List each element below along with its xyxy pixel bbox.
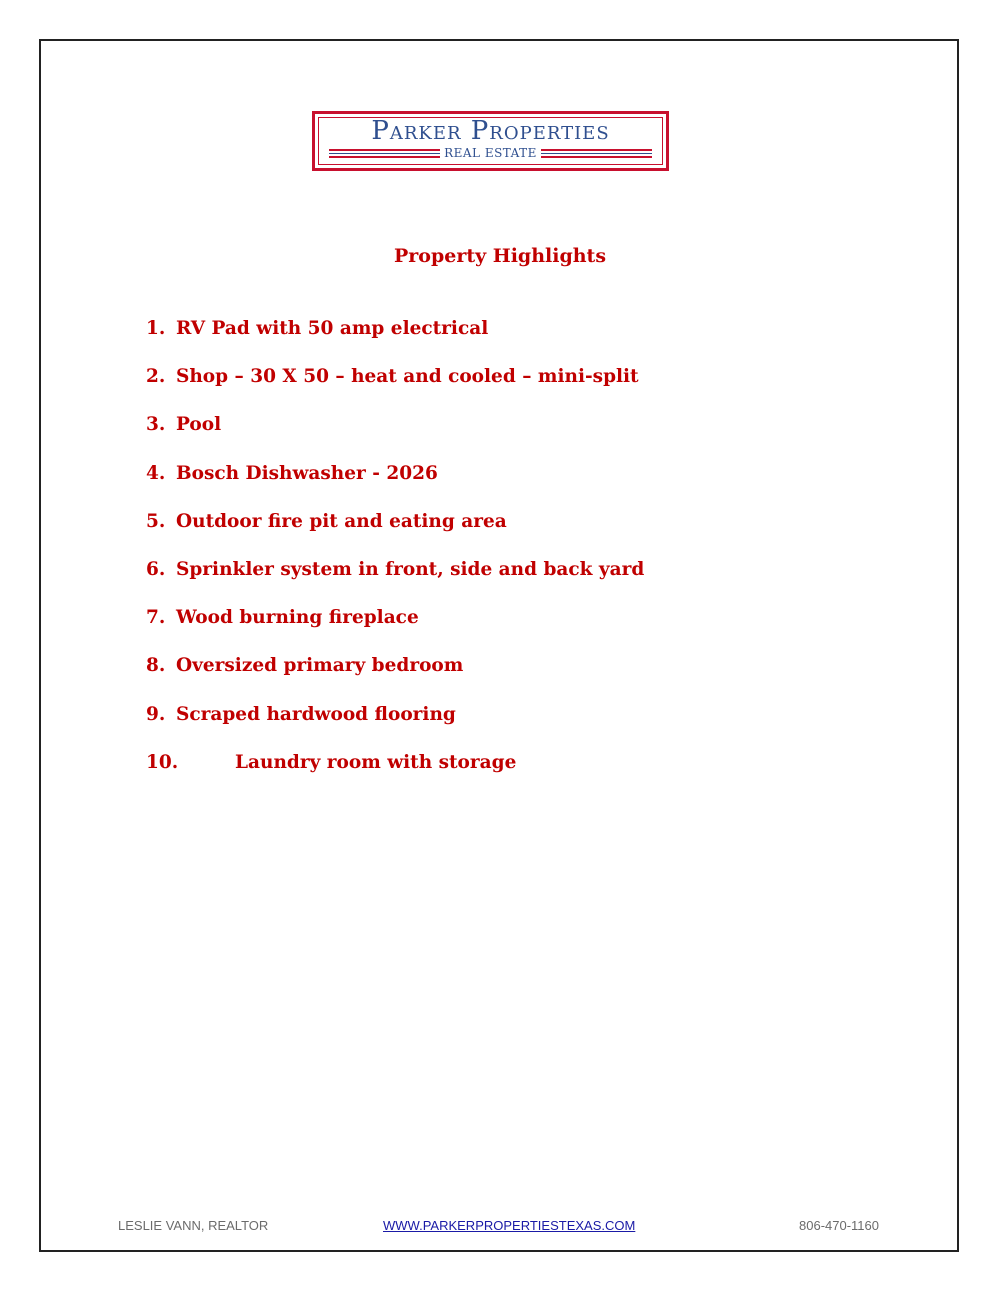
list-item [146,412,644,460]
list-item-text: Laundry room with storage [235,751,517,773]
list-item-text: Oversized primary bedroom [176,655,464,677]
list-item-text: Shop – 30 X 50 – heat and cooled – mini-split [176,366,639,388]
list-item [146,364,644,412]
list-item-text: Outdoor fire pit and eating area [176,510,507,532]
list-item [146,653,644,701]
list-item-number: 9. [146,703,166,725]
list-item-text: Scraped hardwood flooring [176,703,456,725]
parker-properties-logo [312,111,669,171]
list-item [146,605,644,653]
list-item-number: 6. [146,558,166,580]
logo-subtitle-row [329,146,652,160]
logo-stripes-right [541,149,652,158]
list-item-number: 3. [146,414,166,436]
logo-title: Parker Properties [371,116,610,146]
list-item [146,509,644,557]
list-item-number: 10. [146,751,179,773]
list-item [146,461,644,509]
list-item-text: RV Pad with 50 amp electrical [176,318,489,339]
footer-phone: 806-470-1160 [799,1218,879,1233]
logo-stripes-left [329,149,440,158]
list-item-number: 8. [146,655,166,677]
list-item-number: 5. [146,510,166,532]
list-item [146,316,644,364]
list-item-text: Pool [176,414,222,436]
list-item-text: Bosch Dishwasher - 2026 [176,462,438,484]
logo-subtitle: REAL ESTATE [444,146,537,160]
list-item [146,557,644,605]
footer-agent-name: LESLIE VANN, REALTOR [118,1218,269,1233]
footer-website-link[interactable]: WWW.PARKERPROPERTIESTEXAS.COM [383,1218,636,1233]
list-item-number: 1. [146,318,166,339]
page-heading: Property Highlights [393,245,607,267]
list-item [146,702,644,750]
list-item-text: Wood burning fireplace [176,607,419,629]
list-item-number: 2. [146,366,166,388]
list-item [146,750,644,798]
list-item-text: Sprinkler system in front, side and back yard [176,558,645,580]
list-item-number: 4. [146,462,166,484]
list-item-number: 7. [146,607,166,629]
highlights-list [146,316,644,798]
